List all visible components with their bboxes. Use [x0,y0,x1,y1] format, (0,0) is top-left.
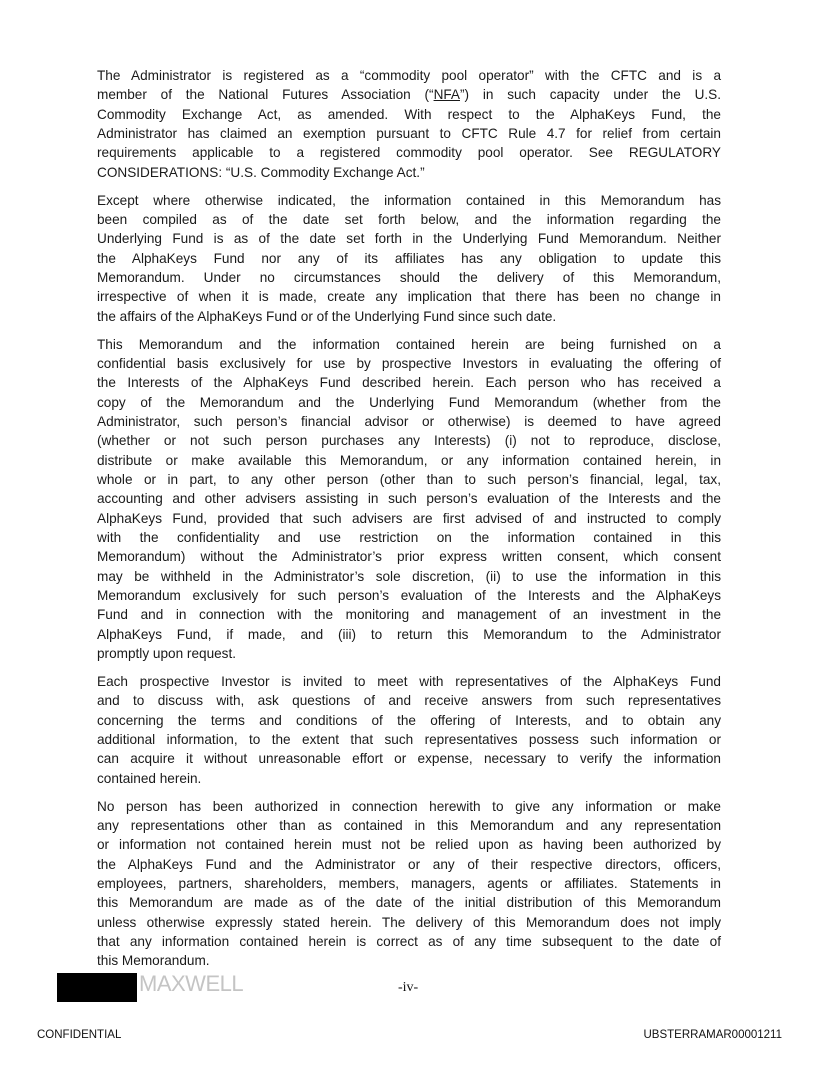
text-line: AlphaKeys Fund, if made, and (iii) to return this Memorandum to the Administrator [97,626,721,642]
text-line: with the confidentiality and use restriction on the information contained in this [97,529,721,545]
bates-number: UBSTERRAMAR00001211 [643,1029,782,1041]
text-line: the Interests of the AlphaKeys Fund described herein. Each person who has received a [97,375,721,391]
nfa-abbreviation: NFA [433,87,460,103]
text-line: Underlying Fund is as of the date set forth in the Underlying Fund Memorandum. Neither [97,231,721,247]
text-line: irrespective of when it is made, create any implication that there has been no change in [97,289,721,305]
text-line: can acquire it without unreasonable effort or expense, necessary to verify the information [97,751,721,767]
text-line: the AlphaKeys Fund nor any of its affiliates has any obligation to update this [97,250,721,266]
paragraph [97,191,721,326]
text-line: Memorandum exclusively for such person’s evaluation of the Interests and the AlphaKeys [97,587,721,603]
text-line: employees, partners, shareholders, members, managers, agents or affiliates. Statements in [97,875,721,891]
text-line: member of the National Futures Association (“NFA”) in such capacity under the U.S. [97,87,722,103]
text-line: unless otherwise expressly stated herein. The delivery of this Memorandum does not imply [97,914,721,930]
text-line: distribute or make available this Memorandum, or any information contained herein, in [97,452,721,468]
text-line: Each prospective Investor is invited to meet with representatives of the AlphaKeys Fund [97,673,721,689]
text-line: Administrator, such person’s financial advisor or otherwise) is deemed to have agreed [97,413,721,429]
paragraph [97,672,721,788]
confidential-label: CONFIDENTIAL [37,1029,122,1041]
redaction-box [57,973,137,1002]
text-line: CONSIDERATIONS: “U.S. Commodity Exchange Act.” [97,164,425,180]
text-line: and to discuss with, ask questions of and receive answers from such representatives [97,693,721,709]
text-line: the affairs of the AlphaKeys Fund or of the Underlying Fund since such date. [97,308,557,324]
text-line: Except where otherwise indicated, the information contained in this Memorandum has [97,192,721,208]
text-line: Memorandum) without the Administrator’s prior express written consent, which consent [97,549,721,565]
text-line: been compiled as of the date set forth below, and the information regarding the [97,211,721,227]
text-line: This Memorandum and the information contained herein are being furnished on a [97,336,721,352]
paragraph [97,66,721,182]
text-line: contained herein. [97,770,202,786]
text-line: concerning the terms and conditions of the offering of Interests, and to obtain any [97,712,721,728]
watermark-stamp: MAXWELL [139,971,244,996]
text-line: Fund and in connection with the monitoring and management of an investment in the [97,607,721,623]
text-line: the AlphaKeys Fund and the Administrator or any of their respective directors, officers, [97,856,721,872]
text-line: or information not contained herein must not be relied upon as having been authorized by [97,837,721,853]
text-line: this Memorandum are made as of the date of the initial distribution of this Memorandum [97,895,721,911]
memorandum-body [97,66,721,979]
text-line: (whether or not such person purchases any Interests) (i) not to reproduce, disclose, [97,433,721,449]
text-line: any representations other than as contained in this Memorandum and any representation [97,817,721,833]
text-line: copy of the Memorandum and the Underlying Fund Memorandum (whether from the [97,394,721,410]
text-line: Commodity Exchange Act, as amended. With respect to the AlphaKeys Fund, the [97,106,721,122]
paragraph [97,335,721,664]
paragraph [97,797,721,971]
text-line: confidential basis exclusively for use by prospective Investors in evaluating the offering of [97,355,721,371]
page-number: -iv- [398,980,419,995]
text-line: No person has been authorized in connection herewith to give any information or make [97,798,721,814]
text-line: whole or in part, to any other person (other than to such person’s financial, legal, tax, [97,471,721,487]
text-line: Memorandum. Under no circumstances should the delivery of this Memorandum, [97,269,721,285]
text-line: promptly upon request. [97,645,237,661]
text-line: requirements applicable to a registered commodity pool operator. See REGULATORY [97,145,721,161]
text-line: additional information, to the extent that such representatives possess such information or [97,731,721,747]
text-line: that any information contained herein is correct as of any time subsequent to the date of [97,933,721,949]
text-line: AlphaKeys Fund, provided that such advisers are first advised of and instructed to comply [97,510,721,526]
text-line: this Memorandum. [97,953,210,969]
text-line: may be withheld in the Administrator’s sole discretion, (ii) to use the information in this [97,568,721,584]
text-line: Administrator has claimed an exemption pursuant to CFTC Rule 4.7 for relief from certain [97,125,721,141]
text-line: The Administrator is registered as a “commodity pool operator” with the CFTC and is a [97,68,721,83]
text-line: accounting and other advisers assisting in such person’s evaluation of the Interests and the [97,491,721,507]
